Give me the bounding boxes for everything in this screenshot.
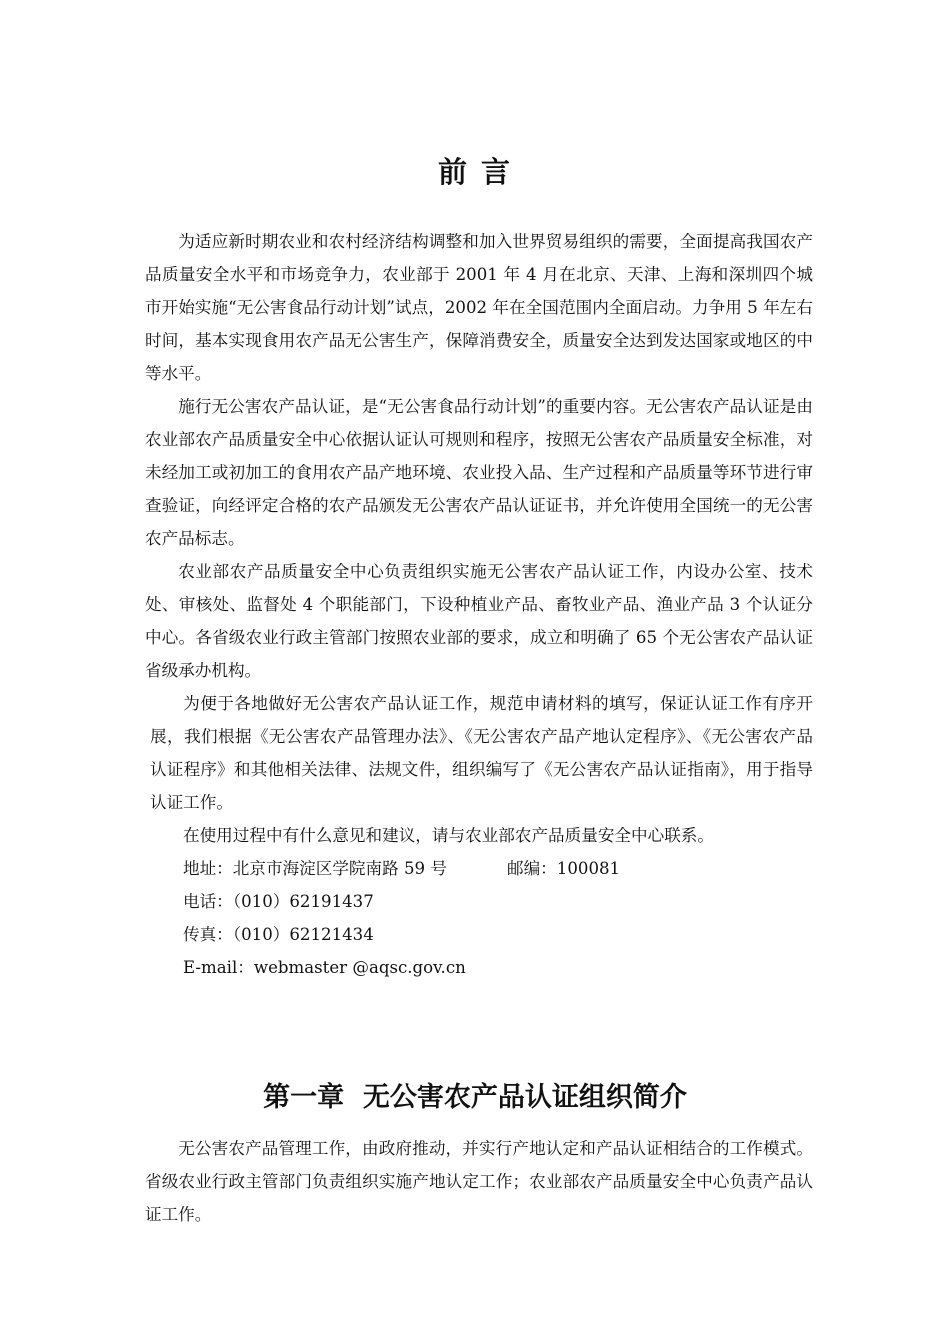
preface-body: [145, 225, 813, 984]
preface-paragraph-3: 农业部农产品质量安全中心负责组织实施无公害农产品认证工作，内设办公室、技术处、审核处、监督处 4 个职能部门，下设种植业产品、畜牧业产品、渔业产品 3 个认证分中心。各省级农业行政主管部门按照农业部的要求，成立和明确了 65 个无公害农产品认证省级承办机构。: [145, 562, 813, 680]
contact-address: 地址：北京市海淀区学院南路 59 号: [183, 859, 447, 878]
chapter-body: [145, 1132, 813, 1231]
contact-postcode: 邮编：100081: [506, 859, 621, 878]
preface-title: 前 言: [437, 155, 513, 189]
contact-email: E-mail：webmaster @aqsc.gov.cn: [183, 958, 466, 977]
chapter-title: 第一章 无公害农产品认证组织简介: [263, 1082, 687, 1113]
preface-paragraph-2: 施行无公害农产品认证，是“无公害食品行动计划”的重要内容。无公害农产品认证是由农业部农产品质量安全中心依据认证认可规则和程序，按照无公害农产品质量安全标准，对未经加工或初加工的食用农产品产地环境、农业投入品、生产过程和产品质量等环节进行审查验证，向经评定合格的农产品颁发无公害农产品认证证书，并允许使用全国统一的无公害农产品标志。: [145, 397, 813, 548]
contact-phone: 电话：（010）62191437: [183, 892, 374, 911]
contact-fax: 传真：（010）62121434: [183, 925, 374, 944]
preface-paragraph-4: 为便于各地做好无公害农产品认证工作，规范申请材料的填写，保证认证工作有序开展，我们根据《无公害农产品管理办法》、《无公害农产品产地认定程序》、《无公害农产品认证程序》和其他相关法律、法规文件，组织编写了《无公害农产品认证指南》，用于指导认证工作。: [150, 694, 813, 812]
contact-intro: 在使用过程中有什么意见和建议，请与农业部农产品质量安全中心联系。: [183, 826, 714, 845]
contact-address-line: [145, 852, 813, 885]
preface-paragraph-1: 为适应新时期农业和农村经济结构调整和加入世界贸易组织的需要，全面提高我国农产品质量安全水平和市场竞争力，农业部于 2001 年 4 月在北京、天津、上海和深圳四个城市开始实施“无公害食品行动计划”试点，2002 年在全国范围内全面启动。力争用 5 年左右时间，基本实现食用农产品无公害生产，保障消费安全，质量安全达到发达国家或地区的中等水平。: [145, 232, 813, 383]
chapter-paragraph-1: 无公害农产品管理工作，由政府推动，并实行产地认定和产品认证相结合的工作模式。省级农业行政主管部门负责组织实施产地认定工作；农业部农产品质量安全中心负责产品认证工作。: [145, 1139, 813, 1224]
